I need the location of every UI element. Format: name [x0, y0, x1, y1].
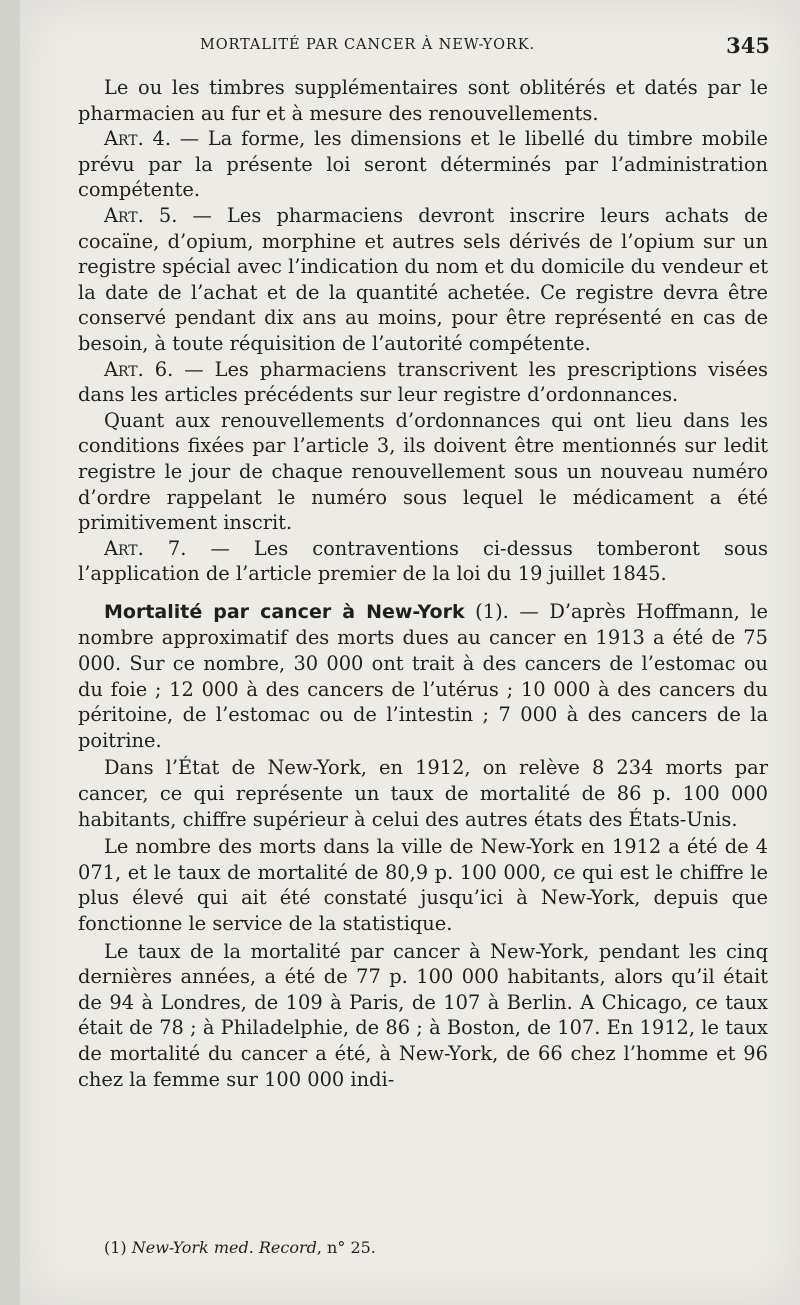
- running-title: MORTALITÉ PAR CANCER À NEW-YORK.: [200, 37, 535, 53]
- paragraph: Le ou les timbres supplémentaires sont oblitérés et datés par le pharmacien au fur et à mesure des renouvellements.: [78, 76, 768, 125]
- footnote-rest: , n° 25.: [316, 1238, 376, 1257]
- paragraph: Quant aux renouvellements d’ordonnances qui ont lieu dans les conditions fixées par l’article 3, ils doivent être mentionnés sur ledit registre le jour de chaque renouvellement sous un nouveau numéro d’ordre rappelant le numéro sous lequel le médicament a été primitivement inscrit.: [78, 408, 768, 535]
- article-label: Art. 6.: [104, 357, 174, 381]
- page-number: 345: [726, 33, 770, 58]
- article-label: Art. 4.: [104, 127, 172, 151]
- page-header: [20, 33, 800, 67]
- paragraph: Le nombre des morts dans la ville de New-York en 1912 a été de 4 071, et le taux de mortalité de 80,9 p. 100 000, ce qui est le chiffre le plus élevé qui ait été constaté jusqu’ici à New-York, depuis que fonctionne le service de la statistique.: [78, 835, 768, 935]
- book-page: [20, 0, 800, 1305]
- section-text: (1). — D’après Hoffmann, le nombre approximatif des morts dues au cancer en 1913 a été de 75 000. Sur ce nombre, 30 000 ont trait à des cancers de l’estomac ou du foie ; 12 000 à des cancers de l’utérus ; 10 000 à des cancers du péritoine, de l’estomac ou de l’intestin ; 7 000 à des cancers de la poitrine.: [78, 599, 768, 752]
- article-4: [78, 126, 768, 203]
- footnote-marker: (1): [104, 1238, 127, 1257]
- body-text: [78, 75, 768, 1092]
- section-cancer-mortality: [78, 599, 768, 754]
- footnote: [104, 1238, 376, 1257]
- article-text: — La forme, les dimensions et le libellé du timbre mobile prévu par la présente loi seront déterminés par l’administration compétente.: [78, 127, 768, 202]
- article-text: — Les pharmaciens transcrivent les prescriptions visées dans les articles précédents sur leur registre d’ordonnances.: [78, 357, 768, 407]
- article-text: — Les contraventions ci-dessus tomberont sous l’application de l’article premier de la loi du 19 juillet 1845.: [78, 536, 769, 586]
- paragraph: Le taux de la mortalité par cancer à New-York, pendant les cinq dernières années, a été de 77 p. 100 000 habitants, alors qu’il était de 94 à Londres, de 109 à Paris, de 107 à Berlin. A Chicago, ce taux était de 78 ; à Philadelphie, de 86 ; à Boston, de 107. En 1912, le taux de mortalité du cancer a été, à New-York, de 66 chez l’homme et 96 chez la femme sur 100 000 indi-: [78, 939, 768, 1091]
- article-text: — Les pharmaciens devront inscrire leurs achats de cocaïne, d’opium, morphine et autres sels dérivés de l’opium sur un registre spécial avec l’indication du nom et du domicile du vendeur et la date de l’achat et de la quantité achetée. Ce registre devra être conservé pendant dix ans au moins, pour être représenté en cas de besoin, à toute réquisition de l’autorité compétente.: [78, 203, 768, 355]
- article-6: [78, 357, 768, 408]
- article-label: Art. 7.: [104, 536, 187, 560]
- article-7: [78, 536, 768, 587]
- article-5: [78, 203, 768, 357]
- article-label: Art. 5.: [104, 203, 178, 227]
- footnote-source: New-York med. Record: [131, 1238, 317, 1257]
- paragraph: Dans l’État de New-York, en 1912, on relève 8 234 morts par cancer, ce qui représente un taux de mortalité de 86 p. 100 000 habitants, chiffre supérieur à celui des autres états des États-Unis.: [78, 756, 768, 831]
- section-title: Mortalité par cancer à New-York: [104, 600, 465, 623]
